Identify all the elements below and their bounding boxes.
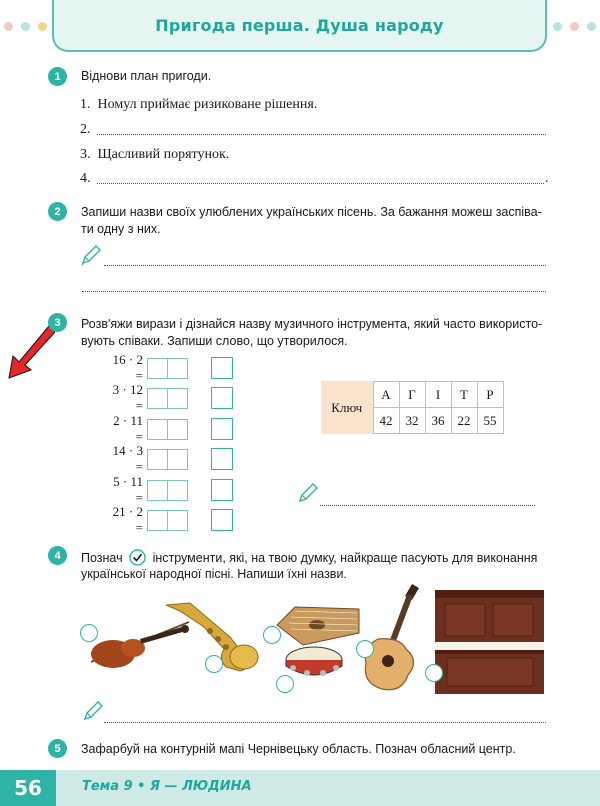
page-title: Пригода перша. Душа народу: [155, 15, 444, 35]
key-value: 42: [373, 408, 399, 434]
plan-item-1: [80, 96, 317, 113]
task-4-answer-line[interactable]: [104, 722, 546, 723]
task-2-answer-line-1[interactable]: [104, 265, 546, 266]
letter-box-6[interactable]: [211, 509, 233, 531]
piano-icon: [433, 586, 546, 696]
expression-3: 2 · 11 =: [113, 413, 143, 444]
task-4-text-line-1: [81, 549, 537, 567]
select-piano-circle[interactable]: [425, 664, 443, 682]
letter-box-3[interactable]: [211, 418, 233, 440]
expression-5: 5 · 11 =: [113, 474, 143, 505]
key-letter: Р: [477, 382, 503, 408]
answer-cells-2[interactable]: [147, 388, 188, 409]
task-number-2: 2: [48, 202, 67, 221]
plan-item-2-num: 2.: [80, 122, 91, 137]
footer-topic: Тема 9 • Я — ЛЮДИНА: [82, 779, 252, 794]
select-violin-circle[interactable]: [80, 624, 98, 642]
expression-row-3: [105, 413, 188, 444]
key-value: 36: [425, 408, 451, 434]
task-2-text-line-2: ти одну з них.: [81, 222, 161, 236]
task-number-1: 1: [48, 67, 67, 86]
task-number-3: 3: [48, 313, 67, 332]
key-value: 22: [451, 408, 477, 434]
task-2-answer-line-2[interactable]: [82, 291, 546, 292]
expression-row-5: [105, 474, 188, 505]
plan-item-3-text: Щасливий порятунок.: [97, 147, 230, 162]
expression-row-4: [105, 443, 188, 474]
pencil-icon: [82, 700, 104, 722]
page-footer: [0, 770, 600, 806]
answer-cells-1[interactable]: [147, 358, 188, 379]
letter-box-2[interactable]: [211, 387, 233, 409]
red-arrow-icon: [5, 320, 55, 382]
pencil-icon: [80, 244, 102, 266]
letter-box-4[interactable]: [211, 448, 233, 470]
plan-item-3: [80, 146, 229, 163]
plan-item-2-answer-line[interactable]: [97, 134, 546, 135]
task-3-answer-line[interactable]: [320, 505, 535, 506]
page-title-banner: [52, 0, 547, 52]
plan-item-4-answer-line[interactable]: [97, 183, 544, 184]
answer-cells-6[interactable]: [147, 510, 188, 531]
letter-box-5[interactable]: [211, 479, 233, 501]
plan-item-4-num: 4.: [80, 171, 91, 186]
select-tambourine-circle[interactable]: [276, 675, 294, 693]
key-value: 32: [399, 408, 425, 434]
zither-icon: [273, 603, 363, 647]
expression-row-6: [105, 504, 188, 535]
task-1-text: Віднови план пригоди.: [81, 69, 212, 83]
task-4-text-line-2: української народної пісні. Напиши їхні назви.: [81, 567, 347, 581]
key-label: Ключ: [321, 382, 373, 434]
expression-6: 21 · 2 =: [112, 504, 143, 535]
task-number-5: 5: [48, 739, 67, 758]
task-3-text-line-2: вують співаки. Запиши слово, що утворилося.: [81, 334, 348, 348]
task-number-4: 4: [48, 546, 67, 565]
expression-row-2: [105, 382, 188, 413]
plan-item-4-end-mark: .: [545, 171, 549, 186]
task-5-text: Зафарбуй на контурній мапі Чернівецьку область. Познач обласний центр.: [81, 742, 516, 756]
task-4-text-part-a: Познач: [81, 551, 123, 565]
expression-1: 16 · 2 =: [112, 352, 143, 383]
check-circle-icon: [129, 549, 146, 566]
letter-box-1[interactable]: [211, 357, 233, 379]
answer-cells-3[interactable]: [147, 419, 188, 440]
key-letter: А: [373, 382, 399, 408]
key-value: 55: [477, 408, 503, 434]
answer-cells-4[interactable]: [147, 449, 188, 470]
key-table: [321, 381, 504, 434]
key-letter: Т: [451, 382, 477, 408]
task-4-text-part-b: інструменти, які, на твою думку, найкраще пасують для виконання: [152, 551, 538, 565]
plan-item-1-text: Номул приймає ризиковане рішення.: [97, 97, 318, 112]
plan-item-1-num: 1.: [80, 97, 91, 112]
answer-cells-5[interactable]: [147, 480, 188, 501]
select-guitar-circle[interactable]: [356, 640, 374, 658]
select-saxophone-circle[interactable]: [205, 655, 223, 673]
expression-row-1: [105, 352, 188, 383]
task-2-text-line-1: Запиши назви своїх улюблених українських пісень. За бажання можеш заспіва-: [81, 205, 542, 219]
plan-item-3-num: 3.: [80, 147, 91, 162]
pencil-icon: [297, 482, 319, 504]
select-zither-circle[interactable]: [263, 626, 281, 644]
page-number: 56: [0, 770, 56, 806]
key-letter: І: [425, 382, 451, 408]
key-letter: Г: [399, 382, 425, 408]
expression-4: 14 · 3 =: [112, 443, 143, 474]
expression-2: 3 · 12 =: [112, 382, 143, 413]
task-3-text-line-1: Розв'яжи вирази і дізнайся назву музичного інструмента, який часто використо-: [81, 317, 543, 331]
tambourine-icon: [283, 644, 345, 680]
